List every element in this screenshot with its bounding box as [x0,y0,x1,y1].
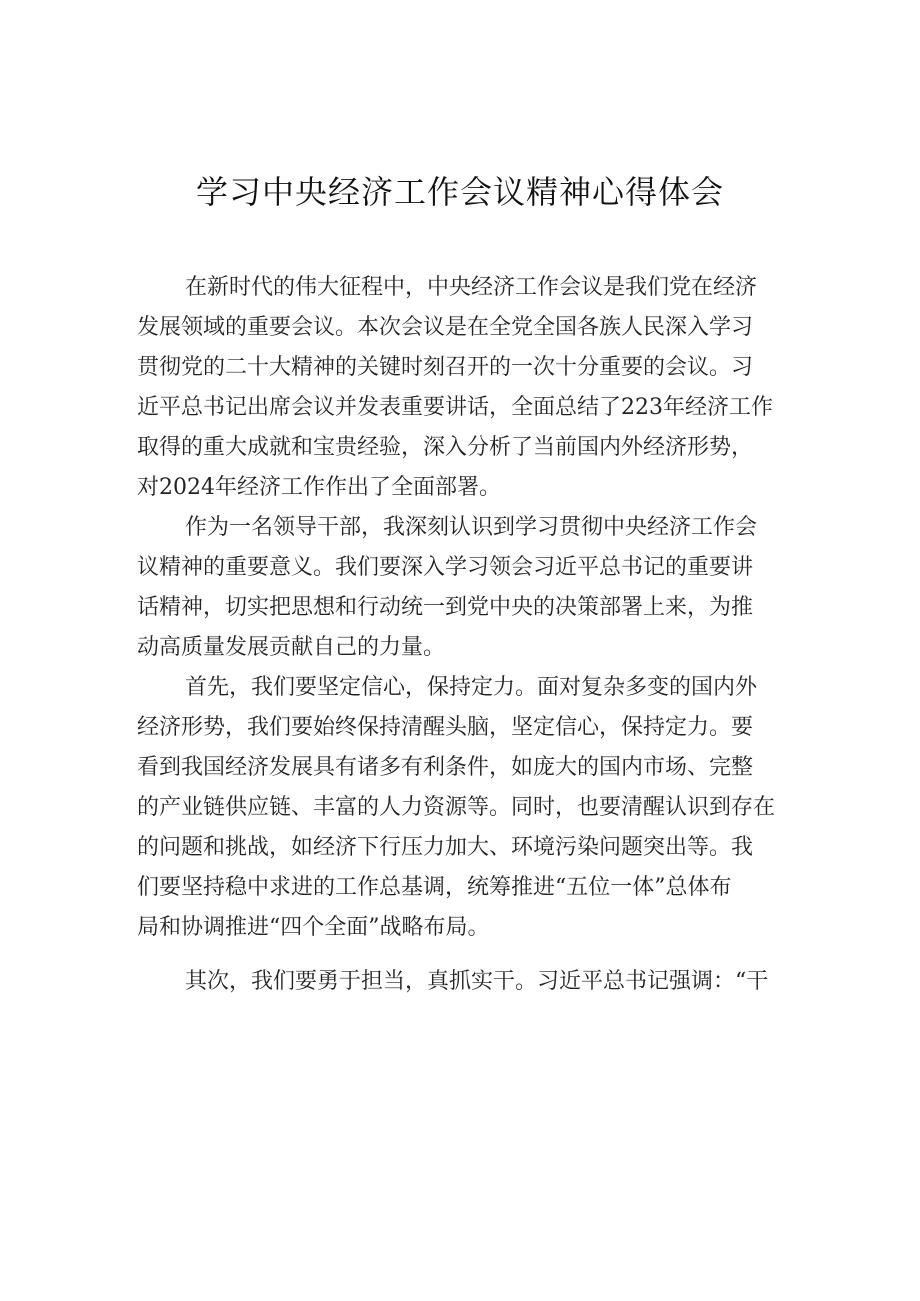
paragraph-line: 首先，我们要坚定信心，保持定力。面对复杂多变的国内外 [185,675,758,700]
paragraph-1 [137,268,797,508]
paragraph-line: 的产业链供应链、丰富的人力资源等。同时，也要清醒认识到存在 [137,795,776,820]
document-title: 学习中央经济工作会议精神心得体会 [195,173,724,211]
paragraph-line: 对2024年经济工作作出了全面部署。 [137,475,501,500]
paragraph-line: 取得的重大成就和宝贵经验，深入分析了当前国内外经济形势， [137,435,754,460]
paragraph-4 [137,962,797,1002]
document-body [137,268,797,1002]
paragraph-line: 作为一名领导干部，我深刻认识到学习贯彻中央经济工作会 [185,515,758,540]
paragraph-line: 在新时代的伟大征程中，中央经济工作会议是我们党在经济 [185,275,758,300]
paragraph-line: 其次，我们要勇于担当，真抓实干。习近平总书记强调：“干 [185,969,769,994]
paragraph-line: 们要坚持稳中求进的工作总基调，统筹推进“五位一体”总体布 [137,875,732,900]
paragraph-line: 贯彻党的二十大精神的关键时刻召开的一次十分重要的会议。习 [137,355,754,380]
paragraph-line: 议精神的重要意义。我们要深入学习领会习近平总书记的重要讲 [137,555,754,580]
paragraph-3 [137,668,797,948]
paragraph-2 [137,508,797,668]
paragraph-line: 发展领域的重要会议。本次会议是在全党全国各族人民深入学习 [137,315,754,340]
paragraph-line: 的问题和挑战，如经济下行压力加大、环境污染问题突出等。我 [137,835,754,860]
paragraph-line: 局和协调推进“四个全面”战略布局。 [137,915,490,940]
paragraph-line: 看到我国经济发展具有诸多有利条件，如庞大的国内市场、完整 [137,755,754,780]
paragraph-line: 动高质量发展贡献自己的力量。 [137,635,446,660]
paragraph-line: 话精神，切实把思想和行动统一到党中央的决策部署上来，为推 [137,595,754,620]
paragraph-line: 近平总书记出席会议并发表重要讲话，全面总结了223年经济工作 [137,395,773,420]
paragraph-line: 经济形势，我们要始终保持清醒头脑，坚定信心，保持定力。要 [137,715,754,740]
